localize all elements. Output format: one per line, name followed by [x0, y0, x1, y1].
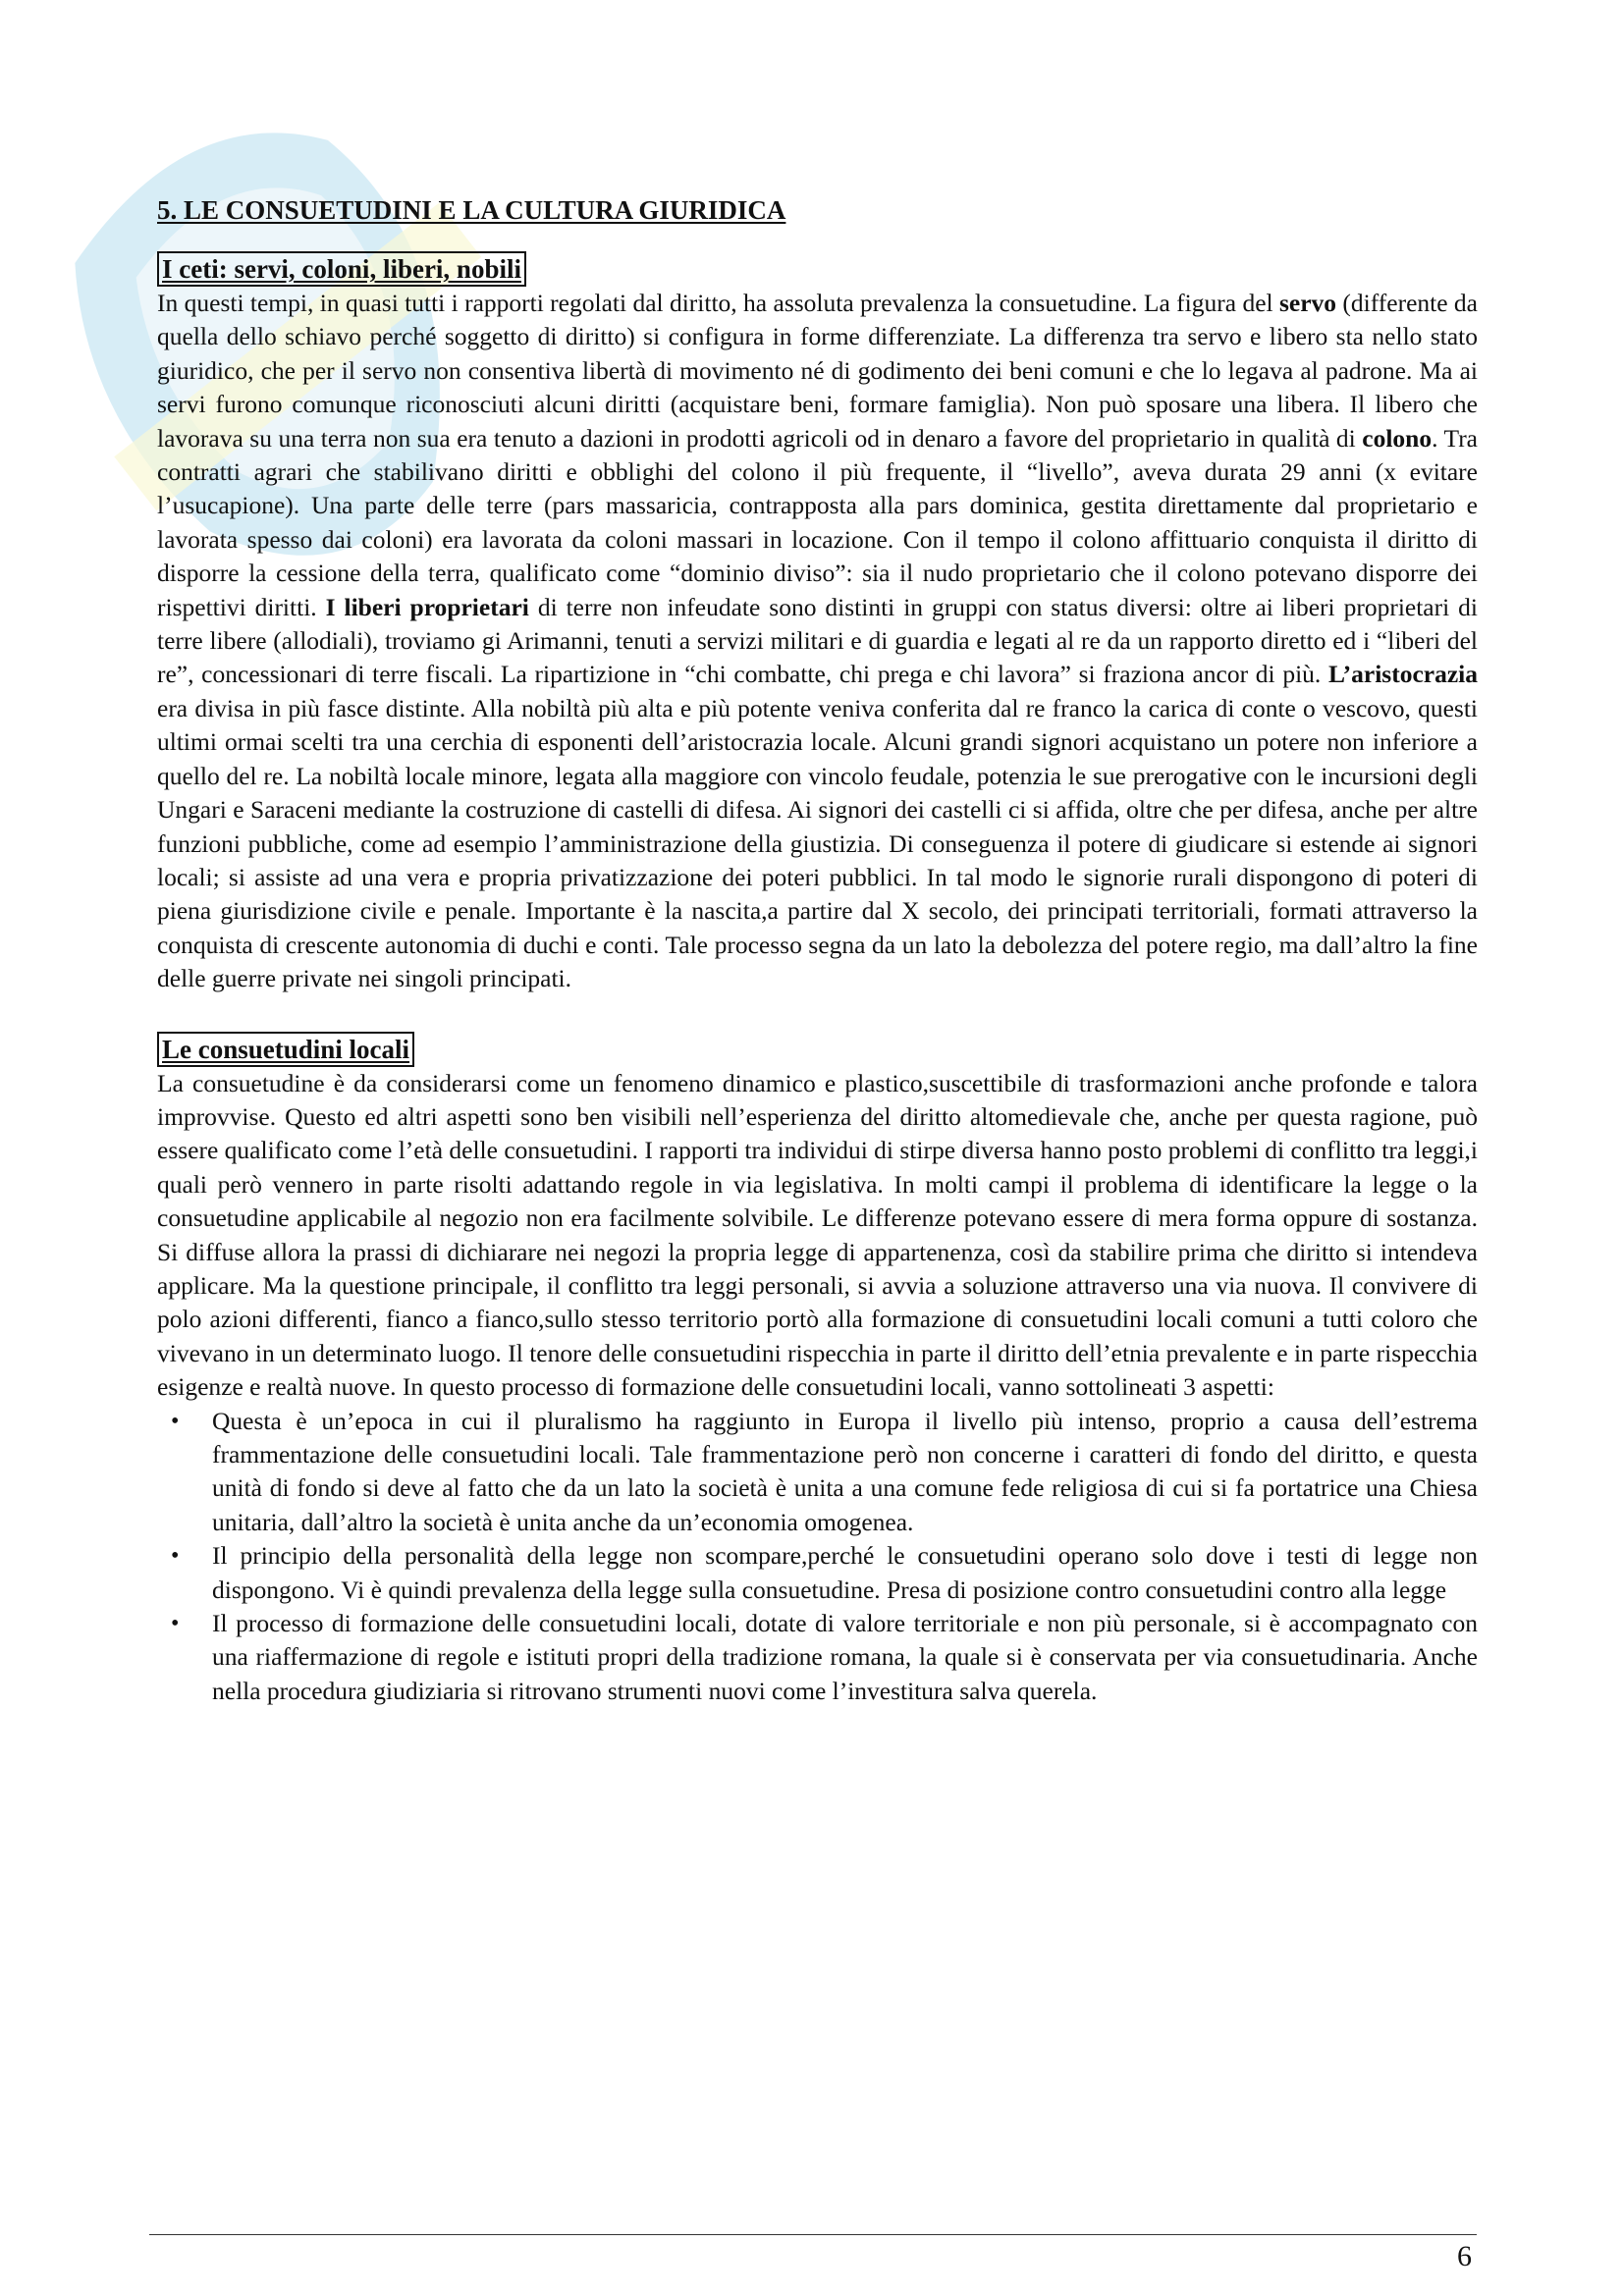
- text-run: di terre non infeudate sono distinti in gruppi con status diversi: oltre ai liberi proprietari di terre libere (allodiali), troviamo gi Arimanni, tenuti a servizi militari e di guardia e legati al re da un rapporto diretto ed i “liberi del re”, concessionari di terre fiscali. La ripartizione in “chi combatte, chi prega e chi lavora” si fraziona ancor di più.: [157, 592, 1478, 689]
- text-run: In questi tempi, in quasi tutti i rapporti regolati dal diritto, ha assoluta prevalenza la consuetudine. La figura del: [157, 289, 1279, 317]
- aspects-list: [157, 1405, 1478, 1709]
- section-paragraph-ceti: [157, 287, 1478, 996]
- section-consuetudini-locali: [157, 1032, 1478, 1709]
- bold-term: colono: [1362, 423, 1433, 453]
- footer-divider: [149, 2234, 1477, 2235]
- list-item: [171, 1405, 1478, 1540]
- bold-term: I liberi proprietari: [325, 592, 529, 621]
- bullet-icon: •: [171, 1543, 180, 1570]
- section-heading-ceti: I ceti: servi, coloni, liberi, nobili: [157, 251, 526, 287]
- text-run: . Tra contratti agrari che stabilivano diritti e obblighi del colono il più frequente, il “livello”, aveva durata 29 anni (x evitare l’usucapione). Una parte delle terre (pars massaricia, contrapposta alla pars dominica, gestita direttamente dal proprietario e lavorata spesso dai coloni) era lavorata da coloni massari in locazione. Con il tempo il colono affittuario conquista il diritto di disporre la cessione della terra, qualificato come “dominio diviso”: sia il nudo proprietario che il colono potevano disporre dei rispettivi diritti.: [157, 423, 1479, 621]
- list-item-text: Il processo di formazione delle consuetudini locali, dotate di valore territoriale e non più personale, si è accompagnato con una riaffermazione di regole e istituti propri della tradizione romana, la quale si è conservata per via consuetudinaria. Anche nella procedura giudiziaria si ritrovano strumenti nuovi come l’investitura salva querela.: [212, 1609, 1478, 1705]
- page-number: 6: [1457, 2240, 1472, 2272]
- list-item: [171, 1539, 1478, 1607]
- text-run: era divisa in più fasce distinte. Alla nobiltà più alta e più potente veniva conferita dal re franco la carica di conte o vescovo, questi ultimi ormai scelti tra una cerchia di esponenti dell’aristocrazia locale. Alcuni grandi signori acquistano un potere non inferiore a quello del re. La nobiltà locale minore, legata alla maggiore con vincolo feudale, potenzia le sue prerogative con le incursioni degli Ungari e Saraceni mediante la costruzione di castelli di difesa. Ai signori dei castelli ci si affida, oltre che per difesa, anche per altre funzioni pubbliche, come ad esempio l’amministrazione della giustizia. Di conseguenza il potere di giudicare si estende ai signori locali; si assiste ad una vera e propria privatizzazione dei poteri pubblici. In tal modo le signorie rurali dispongono di poteri di piena giurisdizione civile e penale. Importante è la nascita,a partire dal X secolo, dei principati territoriali, formati attraverso la conquista di crescente autonomia di duchi e conti. Tale processo segna da un lato la debolezza del potere regio, ma dall’altro la fine delle guerre private nei singoli principati.: [157, 693, 1478, 993]
- bullet-icon: •: [171, 1408, 180, 1434]
- section-paragraph-consuetudini-locali: [157, 1067, 1478, 1405]
- chapter-title: 5. LE CONSUETUDINI E LA CULTURA GIURIDICA: [157, 195, 786, 225]
- text-run: La consuetudine è da considerarsi come un fenomeno dinamico e plastico,suscettibile di trasformazioni anche profonde e talora improvvise. Questo ed altri aspetti sono ben visibili nell’esperienza del diritto altomedievale che, anche per questa ragione, può essere qualificato come l’età delle consuetudini. I rapporti tra individui di stirpe diversa hanno posto problemi di conflitto tra leggi,i quali però vennero in parte risolti adattando regole in via legislativa. In molti campi il problema di identificare la legge o la consuetudine applicabile al negozio non era facilmente solvibile. Le differenze potevano essere di mera forma oppure di sostanza. Si diffuse allora la prassi di dichiarare nei negozi la propria legge di appartenenza, così da stabilire prima che diritto si intendeva applicare. Ma la questione principale, il conflitto tra leggi personali, si avvia a soluzione attraverso una via nuova. Il convivere di polo azioni differenti, fianco a fianco,sullo stesso territorio portò alla formazione di consuetudini locali comuni a tutti coloro che vivevano in un determinato luogo. Il tenore delle consuetudini rispecchia in parte il diritto dell’etnia prevalente e in parte rispecchia esigenze e realtà nuove. In questo processo di formazione delle consuetudini locali, vanno sottolineati 3 aspetti:: [157, 1068, 1478, 1402]
- section-spacer: [157, 996, 1478, 1032]
- document-page: [157, 192, 1478, 1708]
- list-item-text: Il principio della personalità della legge non scompare,perché le consuetudini operano solo dove i testi di legge non dispongono. Vi è quindi prevalenza della legge sulla consuetudine. Presa di posizione contro consuetudini contro alla legge: [212, 1541, 1478, 1604]
- bold-term: servo: [1278, 289, 1337, 317]
- list-item-text: Questa è un’epoca in cui il pluralismo ha raggiunto in Europa il livello più intenso, proprio a causa dell’estrema frammentazione delle consuetudini locali. Tale frammentazione però non concerne i caratteri di fondo del diritto, e questa unità di fondo si deve al fatto che da un lato la società è unita a una comune fede religiosa di cui si fa portatrice una Chiesa unitaria, dall’altro la società è unita anche da un’economia omogenea.: [212, 1406, 1478, 1536]
- section-ceti: [157, 251, 1478, 996]
- section-heading-consuetudini-locali: Le consuetudini locali: [157, 1032, 414, 1067]
- text-run: (differente da quella dello schiavo perché soggetto di diritto) si configura in forme differenziate. La differenza tra servo e libero sta nello stato giuridico, che per il servo non consentiva libertà di movimento né di godimento dei beni comuni e che lo legava al padrone. Ma ai servi furono comunque riconosciuti alcuni diritti (acquistare beni, formare famiglia). Non può sposare una libera. Il libero che lavorava su una terra non sua era tenuto a dazioni in prodotti agricoli od in denaro a favore del proprietario in qualità di: [157, 289, 1479, 453]
- bullet-icon: •: [171, 1611, 180, 1637]
- bold-term: L’aristocrazia: [1327, 660, 1478, 689]
- list-item: [171, 1607, 1478, 1708]
